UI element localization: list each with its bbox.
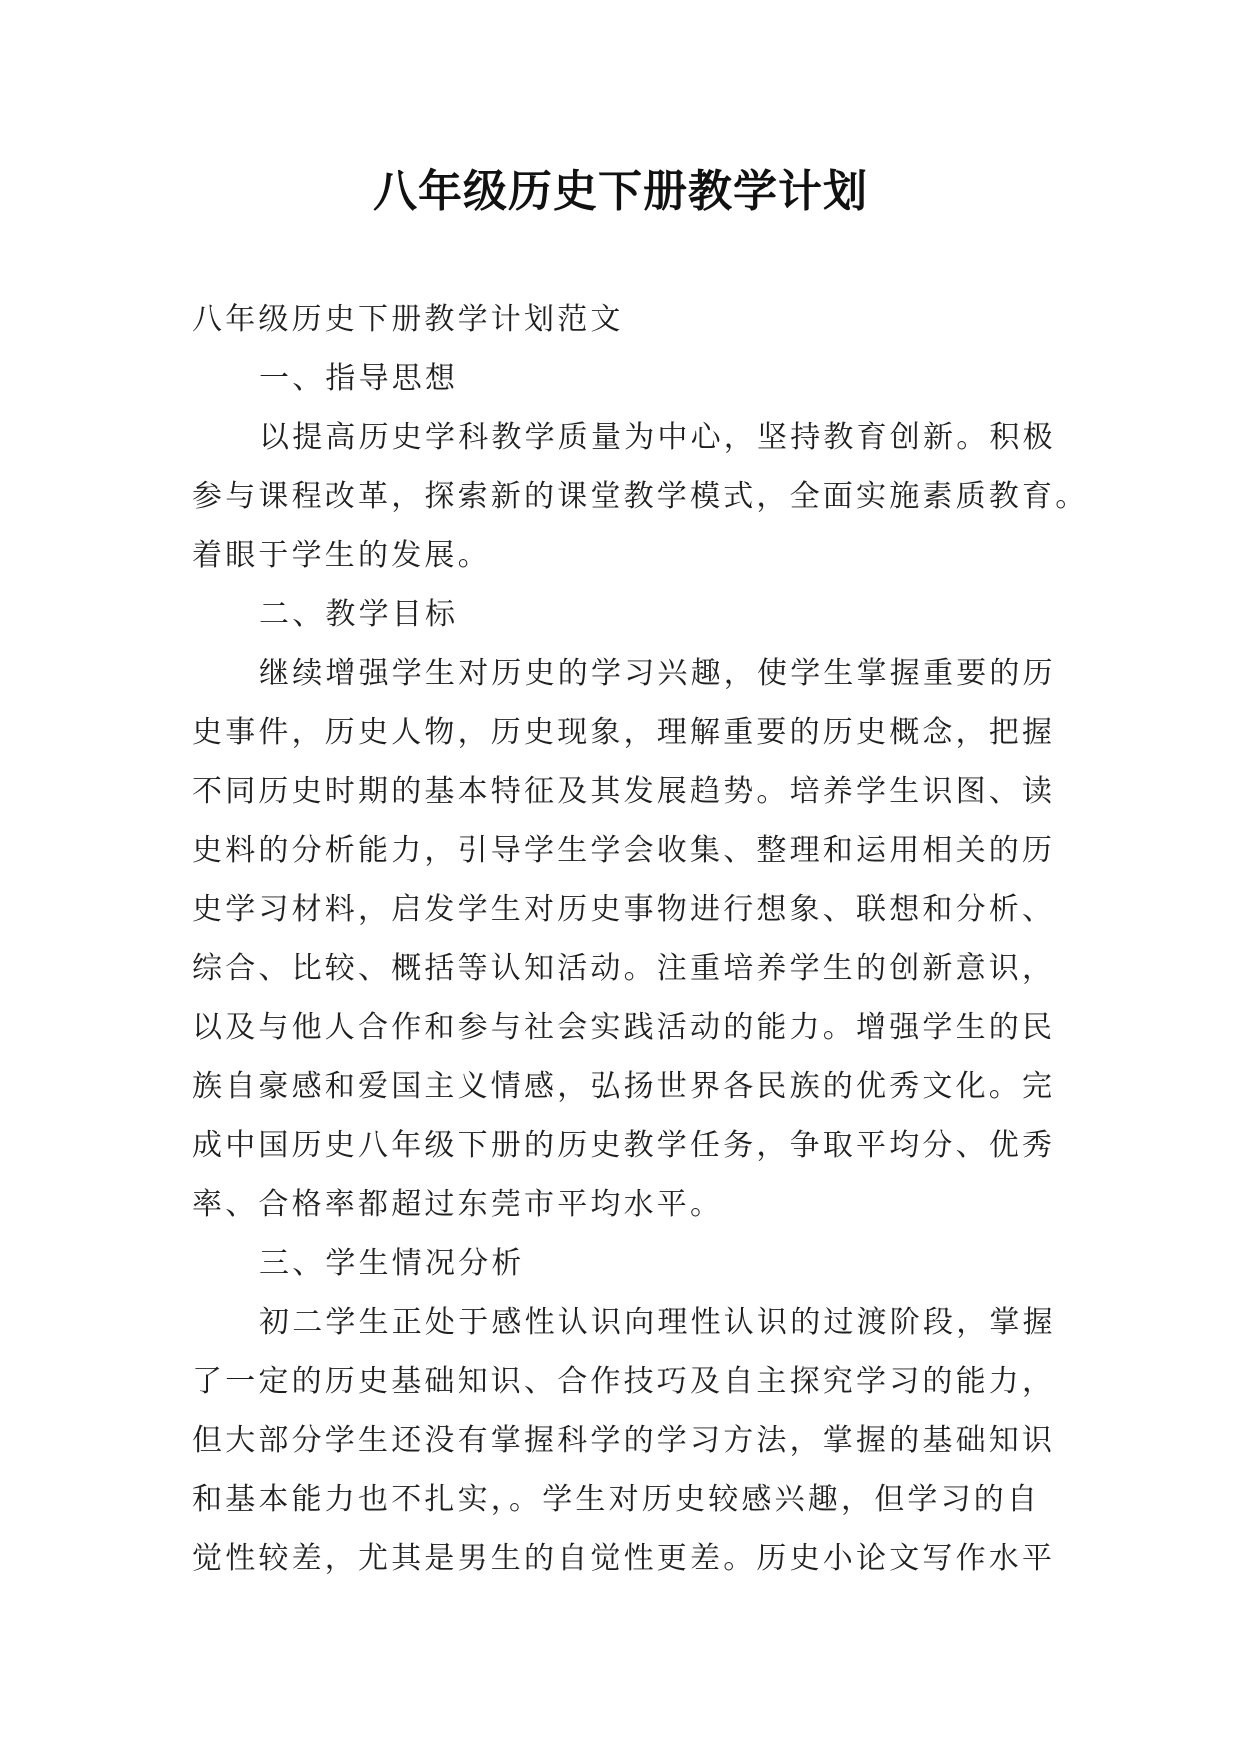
text-line: 但大部分学生还没有掌握科学的学习方法，掌握的基础知识 (192, 1423, 1056, 1458)
text-line: 史事件，历史人物，历史现象，理解重要的历史概念，把握 (192, 715, 1056, 750)
document-title: 八年级历史下册教学计划 (373, 166, 868, 217)
text-line: 以及与他人合作和参与社会实践活动的能力。增强学生的民 (192, 1010, 1056, 1045)
text-line: 参与课程改革，探索新的课堂教学模式，全面实施素质教育。 (192, 479, 1089, 514)
text-line: 二、教学目标 (259, 597, 459, 632)
text-line: 八年级历史下册教学计划范文 (192, 302, 624, 337)
text-line: 以提高历史学科教学质量为中心，坚持教育创新。积极 (259, 420, 1056, 455)
document-body (192, 290, 1089, 1588)
text-line: 史学习材料，启发学生对历史事物进行想象、联想和分析、 (192, 892, 1056, 927)
text-line: 了一定的历史基础知识、合作技巧及自主探究学习的能力， (192, 1364, 1056, 1399)
text-line: 三、学生情况分析 (259, 1246, 525, 1281)
text-line: 和基本能力也不扎实，。学生对历史较感兴趣，但学习的自 (192, 1482, 1041, 1517)
text-line: 率、合格率都超过东莞市平均水平。 (192, 1187, 724, 1222)
text-line: 着眼于学生的发展。 (192, 538, 491, 573)
text-line: 初二学生正处于感性认识向理性认识的过渡阶段，掌握 (259, 1305, 1056, 1340)
text-line: 族自豪感和爱国主义情感，弘扬世界各民族的优秀文化。完 (192, 1069, 1056, 1104)
text-line: 史料的分析能力，引导学生学会收集、整理和运用相关的历 (192, 833, 1056, 868)
text-line: 一、指导思想 (259, 361, 459, 396)
text-line: 觉性较差，尤其是男生的自觉性更差。历史小论文写作水平 (192, 1541, 1056, 1576)
text-line: 综合、比较、概括等认知活动。注重培养学生的创新意识， (192, 951, 1056, 986)
text-line: 成中国历史八年级下册的历史教学任务，争取平均分、优秀 (192, 1128, 1056, 1163)
text-line: 继续增强学生对历史的学习兴趣，使学生掌握重要的历 (259, 656, 1056, 691)
text-line: 不同历史时期的基本特征及其发展趋势。培养学生识图、读 (192, 774, 1056, 809)
